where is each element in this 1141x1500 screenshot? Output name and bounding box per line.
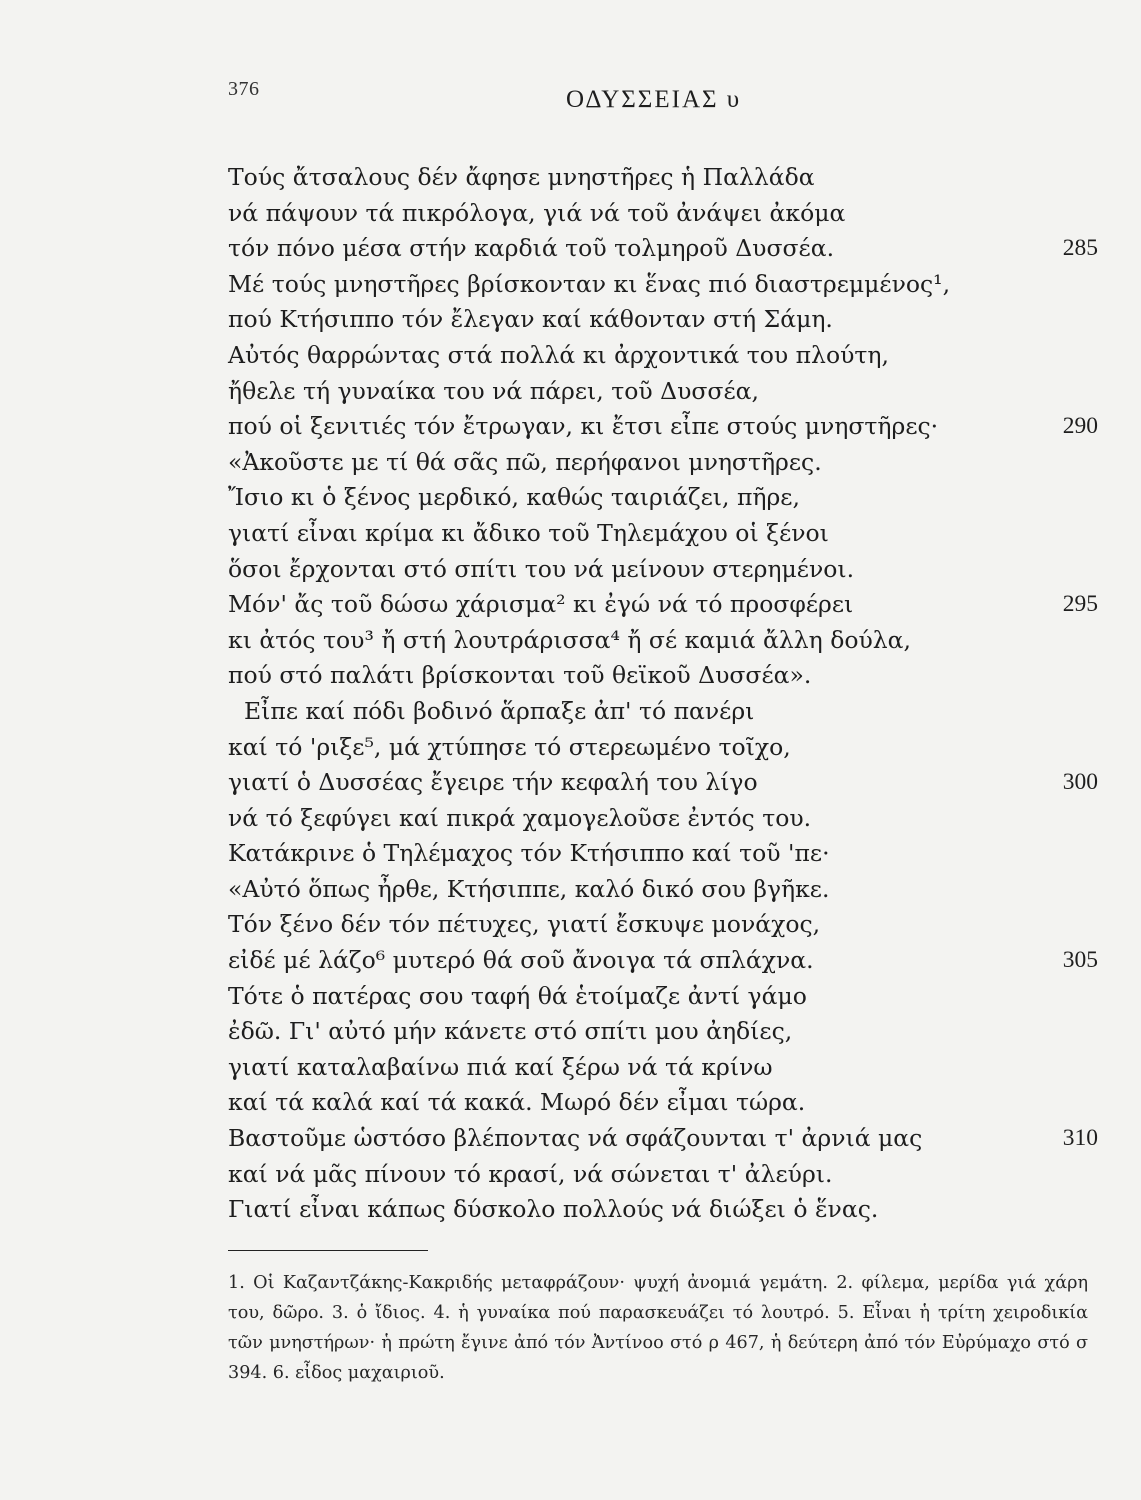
verse-text: γιατί ὁ Δυσσέας ἔγειρε τήν κεφαλή του λίγο [228,768,758,797]
line-number: 310 [1062,1125,1098,1152]
verse-line [228,943,1098,979]
verse-line [228,1085,1098,1121]
footnote-divider [228,1250,428,1251]
verse-text: Μόν' ἄς τοῦ δώσω χάρισμα² κι ἐγώ νά τό προσφέρει [228,590,854,619]
verse-line [228,801,1098,837]
line-number: 295 [1062,591,1098,618]
verse-text: νά τό ξεφύγει καί πικρά χαμογελοῦσε ἐντός του. [228,803,812,832]
verse-line [228,1050,1098,1086]
footnotes: 1. Οἱ Καζαντζάκης-Κακριδής μεταφράζουν· ψυχή ἀνομιά γεμάτη. 2. φίλεμα, μερίδα γιά χάρη του, δῶρο. 3. ὁ ἴδιος. 4. ἡ γυναίκα πού παρασκευάζει τό λουτρό. 5. Εἶναι ἡ τρίτη χειροδικία τῶν μνηστήρων· ἡ πρώτη ἔγινε ἀπό τόν Ἀντίνοο στό ρ 467, ἡ δεύτερη ἀπό τόν Εὐρύμαχο στό σ 394. 6. εἶδος μαχαιριοῦ. [228,1273,1088,1383]
verse-line [228,623,1098,659]
verse-line [228,907,1098,943]
verse-text: Ἴσιο κι ὁ ξένος μερδικό, καθώς ταιριάζει, πῆρε, [228,483,800,512]
verse-text: νά πάψουν τά πικρόλογα, γιά νά τοῦ ἀνάψει ἀκόμα [228,198,846,227]
verse-text: καί νά μᾶς πίνουν τό κρασί, νά σώνεται τ' ἀλεύρι. [228,1159,833,1188]
verse-text: πού στό παλάτι βρίσκονται τοῦ θεϊκοῦ Δυσσέα». [228,661,812,690]
verse-text: Εἶπε καί πόδι βοδινό ἅρπαξε ἀπ' τό πανέρι [244,696,755,725]
verse-line [228,480,1098,516]
verse-line [228,1192,1098,1228]
verse-text: Μέ τούς μνηστῆρες βρίσκονταν κι ἕνας πιό διαστρεμμένος¹, [228,269,951,298]
verse-text: Γιατί εἶναι κάπως δύσκολο πολλούς νά διώξει ὁ ἕνας. [228,1195,879,1224]
verse-line [228,587,1098,623]
verse-text: πού οἱ ξενιτιές τόν ἔτρωγαν, κι ἔτσι εἶπε στούς μνηστῆρες· [228,412,939,441]
verse-text: καί τά καλά καί τά κακά. Μωρό δέν εἶμαι τώρα. [228,1088,806,1117]
verse-line [228,267,1098,303]
verse-line [228,1014,1098,1050]
verse-line [228,374,1098,410]
verse-line [228,196,1098,232]
verse-line [228,694,1098,730]
verse-text: ἤθελε τή γυναίκα του νά πάρει, τοῦ Δυσσέα, [228,376,759,405]
verse-line [228,445,1098,481]
verse-text: Αὐτός θαρρώντας στά πολλά κι ἀρχοντικά του πλούτη, [228,340,889,369]
verse-text: Βαστοῦμε ὡστόσο βλέποντας νά σφάζουνται τ' ἀρνιά μας [228,1124,923,1153]
verse-text: τόν πόνο μέσα στήν καρδιά τοῦ τολμηροῦ Δυσσέα. [228,234,835,263]
verse-text: «Αὐτό ὅπως ἦρθε, Κτήσιππε, καλό δικό σου βγῆκε. [228,874,830,903]
verse-text: εἰδέ μέ λάζο⁶ μυτερό θά σοῦ ἄνοιγα τά σπλάχνα. [228,946,814,975]
verse-line [228,658,1098,694]
line-number: 300 [1062,769,1098,796]
verse-line [228,872,1098,908]
verse-text: ὅσοι ἔρχονται στό σπίτι του νά μείνουν στερημένοι. [228,554,855,583]
verse-text: Τόν ξένο δέν τόν πέτυχες, γιατί ἔσκυψε μονάχος, [228,910,821,939]
verse-line [228,1157,1098,1193]
verse-line [228,302,1098,338]
verse-line [228,836,1098,872]
page-number: 376 [228,78,260,100]
verse-text: πού Κτήσιππο τόν ἔλεγαν καί κάθονταν στή Σάμη. [228,305,833,334]
verse-text: καί τό 'ριξε⁵, μά χτύπησε τό στερεωμένο τοῖχο, [228,732,791,761]
verse-text: Κατάκρινε ὁ Τηλέμαχος τόν Κτήσιππο καί τοῦ 'πε· [228,839,830,868]
verse-line [228,231,1098,267]
verse-line [228,409,1098,445]
verse-text: Τούς ἄτσαλους δέν ἄφησε μνηστῆρες ἡ Παλλάδα [228,163,815,191]
verse-line [228,516,1098,552]
verse-text: ἐδῶ. Γι' αὐτό μήν κάνετε στό σπίτι μου ἀηδίες, [228,1017,793,1046]
verse-block [228,160,1098,1228]
verse-text: «Ἀκοῦστε με τί θά σᾶς πῶ, περήφανοι μνηστῆρες. [228,447,822,476]
verse-line [228,338,1098,374]
verse-line [228,160,1098,196]
line-number: 290 [1062,413,1098,440]
line-number: 285 [1062,235,1098,262]
verse-text: γιατί εἶναι κρίμα κι ἄδικο τοῦ Τηλεμάχου οἱ ξένοι [228,518,829,547]
verse-line [228,1121,1098,1157]
verse-line [228,552,1098,588]
verse-line [228,979,1098,1015]
verse-text: Τότε ὁ πατέρας σου ταφή θά ἑτοίμαζε ἀντί γάμο [228,981,807,1010]
running-head: ΟΔΥΣΣΕΙΑΣ υ [566,86,742,113]
verse-line [228,765,1098,801]
verse-text: γιατί καταλαβαίνω πιά καί ξέρω νά τά κρίνω [228,1052,773,1081]
verse-line [228,730,1098,766]
verse-text: κι ἀτός του³ ἤ στή λουτράρισσα⁴ ἤ σέ καμιά ἄλλη δούλα, [228,625,912,654]
line-number: 305 [1062,947,1098,974]
